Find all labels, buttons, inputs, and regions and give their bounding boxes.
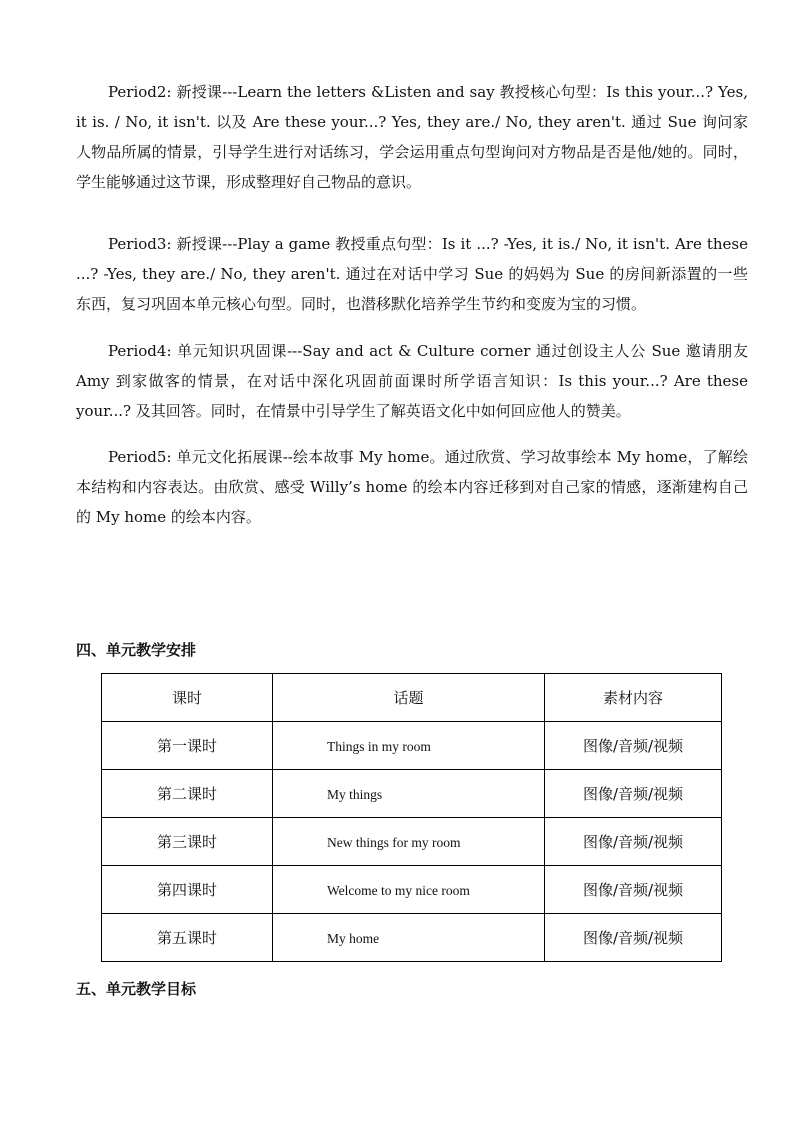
table-cell-topic [273,914,545,962]
table-cell-materials: 图像/音频/视频 [545,914,722,962]
table-cell-period: 第二课时 [102,770,273,818]
table-cell-materials: 图像/音频/视频 [545,818,722,866]
topic-text: My home [327,930,380,946]
table-row [102,722,722,770]
paragraph-period4: Period4: 单元知识巩固课---Say and act & Culture corner 通过创设主人公 Sue 邀请朋友 Amy 到家做客的情景，在对话中深化巩固前面课时所学语言知识：Is this your...? Are these your...? 及其回答。同时，在情景中引导学生了解英语文化中如何回应他人的赞美。 [76,342,748,420]
table-cell-materials: 图像/音频/视频 [545,770,722,818]
table-cell-topic [273,866,545,914]
table-row [102,866,722,914]
table-row [102,770,722,818]
table-cell-topic [273,722,545,770]
table-header-row [102,674,722,722]
schedule-table [101,673,722,962]
table-header-cell: 素材内容 [545,674,722,722]
table-cell-materials: 图像/音频/视频 [545,866,722,914]
table-cell-topic [273,818,545,866]
table-header-cell: 课时 [102,674,273,722]
section-heading-objectives: 五、单元教学目标 [76,980,197,998]
table-cell-period: 第一课时 [102,722,273,770]
table-cell-materials: 图像/音频/视频 [545,722,722,770]
topic-text: My things [327,786,383,802]
paragraph-period2: Period2: 新授课---Learn the letters &Listen and say 教授核心句型：Is this your...? Yes, it is. / No, it isn't. 以及 Are these your...? Yes, they are./ No, they aren't. 通过 Sue 询问家人物品所属的情景，引导学生进行对话练习，学会运用重点句型询问对方物品是否是他/她的。同时，学生能够通过这节课，形成整理好自己物品的意识。 [76,83,748,191]
table-cell-period: 第四课时 [102,866,273,914]
table-cell-period: 第五课时 [102,914,273,962]
table-cell-topic [273,770,545,818]
paragraph-period3: Period3: 新授课---Play a game 教授重点句型：Is it ...? -Yes, it is./ No, it isn't. Are these ...? -Yes, they are./ No, they aren't. 通过在对话中学习 Sue 的妈妈为 Sue 的房间新添置的一些东西，复习巩固本单元核心句型。同时，也潜移默化培养学生节约和变废为宝的习惯。 [76,235,748,313]
topic-text: Welcome to my nice room [327,882,470,898]
paragraph-period5: Period5: 单元文化拓展课--绘本故事 My home。通过欣赏、学习故事绘本 My home，了解绘本结构和内容表达。由欣赏、感受 Willy’s home 的绘本内容迁移到对自己家的情感，逐渐建构自己的 My home 的绘本内容。 [76,448,748,526]
table-header-cell: 话题 [273,674,545,722]
topic-text: Things in my room [327,738,431,754]
table-cell-period: 第三课时 [102,818,273,866]
topic-text: New things for my room [327,834,461,850]
section-heading-schedule: 四、单元教学安排 [76,641,197,659]
table-row [102,914,722,962]
table-row [102,818,722,866]
